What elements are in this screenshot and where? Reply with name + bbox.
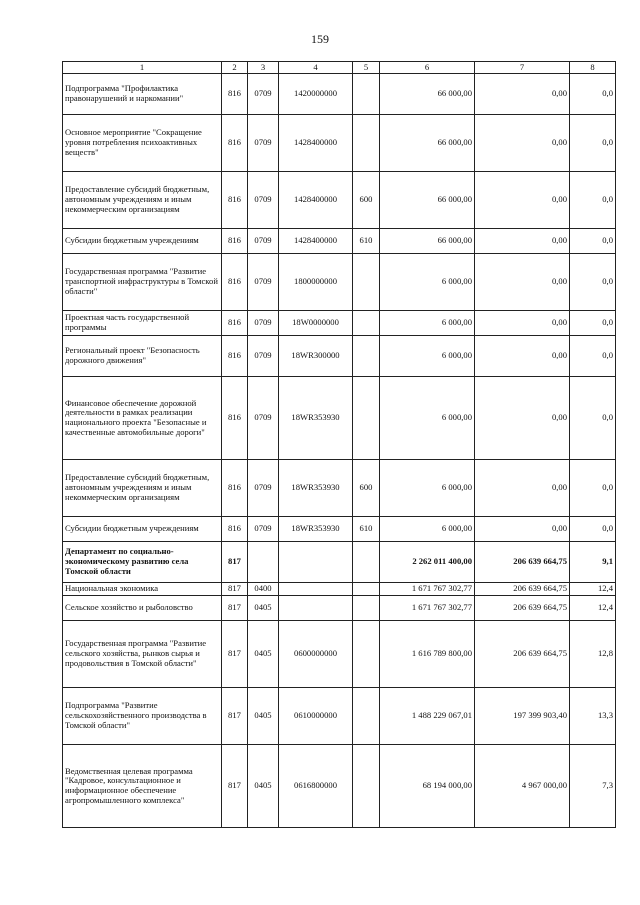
- planned-amount: 6 000,00: [380, 336, 475, 377]
- ministry-code: 817: [222, 745, 248, 828]
- table-row: [63, 517, 616, 542]
- row-name: Ведомственная целевая программа "Кадровое, консультационное и информационное обеспечение агропромышленного комплекса": [63, 745, 222, 828]
- target-article-code: [279, 596, 353, 621]
- table-row: [63, 745, 616, 828]
- execution-percent: 0,0: [570, 460, 616, 517]
- ministry-code: 816: [222, 254, 248, 311]
- execution-percent: 9,1: [570, 542, 616, 583]
- expense-type-code: [353, 688, 380, 745]
- expense-type-code: [353, 254, 380, 311]
- expense-type-code: [353, 621, 380, 688]
- expense-type-code: [353, 311, 380, 336]
- target-article-code: 18WR300000: [279, 336, 353, 377]
- row-name: Субсидии бюджетным учреждениям: [63, 517, 222, 542]
- section-code: 0709: [248, 74, 279, 115]
- budget-table: [62, 61, 616, 828]
- column-header: 8: [570, 62, 616, 74]
- column-header: 5: [353, 62, 380, 74]
- executed-amount: 0,00: [475, 517, 570, 542]
- table-row: [63, 254, 616, 311]
- row-name: Подпрограмма "Развитие сельскохозяйственного производства в Томской области": [63, 688, 222, 745]
- target-article-code: [279, 542, 353, 583]
- section-code: 0709: [248, 311, 279, 336]
- row-name: Предоставление субсидий бюджетным, автономным учреждениям и иным некоммерческим организациям: [63, 172, 222, 229]
- planned-amount: 2 262 011 400,00: [380, 542, 475, 583]
- expense-type-code: [353, 377, 380, 460]
- ministry-code: 816: [222, 229, 248, 254]
- execution-percent: 13,3: [570, 688, 616, 745]
- row-name: Национальная экономика: [63, 583, 222, 596]
- table-row: [63, 542, 616, 583]
- column-header: 6: [380, 62, 475, 74]
- column-header: 2: [222, 62, 248, 74]
- planned-amount: 6 000,00: [380, 377, 475, 460]
- table-row: [63, 621, 616, 688]
- table-row: [63, 688, 616, 745]
- table-row: [63, 74, 616, 115]
- ministry-code: 817: [222, 621, 248, 688]
- executed-amount: 206 639 664,75: [475, 583, 570, 596]
- executed-amount: 0,00: [475, 115, 570, 172]
- execution-percent: 0,0: [570, 311, 616, 336]
- table-row: [63, 115, 616, 172]
- ministry-code: 816: [222, 115, 248, 172]
- executed-amount: 197 399 903,40: [475, 688, 570, 745]
- planned-amount: 1 671 767 302,77: [380, 583, 475, 596]
- executed-amount: 0,00: [475, 229, 570, 254]
- table-row: [63, 596, 616, 621]
- planned-amount: 66 000,00: [380, 74, 475, 115]
- section-code: 0405: [248, 596, 279, 621]
- table-row: [63, 229, 616, 254]
- ministry-code: 817: [222, 688, 248, 745]
- execution-percent: 0,0: [570, 172, 616, 229]
- expense-type-code: [353, 74, 380, 115]
- target-article-code: 1420000000: [279, 74, 353, 115]
- target-article-code: 1428400000: [279, 115, 353, 172]
- ministry-code: 816: [222, 377, 248, 460]
- column-header: 1: [63, 62, 222, 74]
- planned-amount: 1 488 229 067,01: [380, 688, 475, 745]
- target-article-code: 0600000000: [279, 621, 353, 688]
- executed-amount: 0,00: [475, 311, 570, 336]
- target-article-code: 1800000000: [279, 254, 353, 311]
- section-code: 0709: [248, 115, 279, 172]
- row-name: Государственная программа "Развитие транспортной инфраструктуры в Томской области": [63, 254, 222, 311]
- executed-amount: 0,00: [475, 172, 570, 229]
- execution-percent: 0,0: [570, 74, 616, 115]
- executed-amount: 0,00: [475, 377, 570, 460]
- row-name: Подпрограмма "Профилактика правонарушений и наркомании": [63, 74, 222, 115]
- row-name: Департамент по социально-экономическому развитию села Томской области: [63, 542, 222, 583]
- table-row: [63, 583, 616, 596]
- section-code: 0709: [248, 254, 279, 311]
- expense-type-code: 610: [353, 517, 380, 542]
- table-row: [63, 172, 616, 229]
- planned-amount: 6 000,00: [380, 517, 475, 542]
- executed-amount: 0,00: [475, 74, 570, 115]
- column-header: 3: [248, 62, 279, 74]
- section-code: 0405: [248, 688, 279, 745]
- expense-type-code: [353, 542, 380, 583]
- execution-percent: 12,4: [570, 596, 616, 621]
- ministry-code: 816: [222, 74, 248, 115]
- expense-type-code: [353, 336, 380, 377]
- execution-percent: 0,0: [570, 377, 616, 460]
- row-name: Региональный проект "Безопасность дорожного движения": [63, 336, 222, 377]
- ministry-code: 816: [222, 460, 248, 517]
- table-row: [63, 460, 616, 517]
- section-code: 0709: [248, 460, 279, 517]
- column-header: 4: [279, 62, 353, 74]
- section-code: 0709: [248, 377, 279, 460]
- executed-amount: 206 639 664,75: [475, 621, 570, 688]
- planned-amount: 6 000,00: [380, 460, 475, 517]
- row-name: Проектная часть государственной программы: [63, 311, 222, 336]
- row-name: Основное мероприятие "Сокращение уровня потребления психоактивных веществ": [63, 115, 222, 172]
- expense-type-code: [353, 745, 380, 828]
- execution-percent: 0,0: [570, 115, 616, 172]
- section-code: 0709: [248, 336, 279, 377]
- ministry-code: 817: [222, 542, 248, 583]
- target-article-code: 18WR353930: [279, 377, 353, 460]
- target-article-code: 1428400000: [279, 172, 353, 229]
- ministry-code: 816: [222, 311, 248, 336]
- expense-type-code: 610: [353, 229, 380, 254]
- planned-amount: 66 000,00: [380, 115, 475, 172]
- planned-amount: 6 000,00: [380, 311, 475, 336]
- execution-percent: 12,8: [570, 621, 616, 688]
- execution-percent: 7,3: [570, 745, 616, 828]
- executed-amount: 206 639 664,75: [475, 596, 570, 621]
- row-name: Сельское хозяйство и рыболовство: [63, 596, 222, 621]
- section-code: 0709: [248, 172, 279, 229]
- ministry-code: 816: [222, 172, 248, 229]
- section-code: 0400: [248, 583, 279, 596]
- section-code: 0405: [248, 745, 279, 828]
- table-row: [63, 336, 616, 377]
- table-row: [63, 377, 616, 460]
- target-article-code: 0616800000: [279, 745, 353, 828]
- ministry-code: 817: [222, 596, 248, 621]
- column-header: 7: [475, 62, 570, 74]
- planned-amount: 66 000,00: [380, 172, 475, 229]
- section-code: 0709: [248, 517, 279, 542]
- section-code: 0405: [248, 621, 279, 688]
- execution-percent: 0,0: [570, 517, 616, 542]
- planned-amount: 6 000,00: [380, 254, 475, 311]
- target-article-code: 1428400000: [279, 229, 353, 254]
- target-article-code: 18WR353930: [279, 460, 353, 517]
- expense-type-code: [353, 583, 380, 596]
- planned-amount: 1 616 789 800,00: [380, 621, 475, 688]
- executed-amount: 4 967 000,00: [475, 745, 570, 828]
- executed-amount: 0,00: [475, 336, 570, 377]
- row-name: Субсидии бюджетным учреждениям: [63, 229, 222, 254]
- target-article-code: [279, 583, 353, 596]
- executed-amount: 0,00: [475, 254, 570, 311]
- target-article-code: 18WR353930: [279, 517, 353, 542]
- target-article-code: 18W0000000: [279, 311, 353, 336]
- planned-amount: 68 194 000,00: [380, 745, 475, 828]
- expense-type-code: [353, 115, 380, 172]
- row-name: Государственная программа "Развитие сельского хозяйства, рынков сырья и продовольствия в Томской области": [63, 621, 222, 688]
- planned-amount: 1 671 767 302,77: [380, 596, 475, 621]
- expense-type-code: [353, 596, 380, 621]
- ministry-code: 816: [222, 517, 248, 542]
- planned-amount: 66 000,00: [380, 229, 475, 254]
- header-row: [63, 62, 616, 74]
- table-row: [63, 311, 616, 336]
- row-name: Финансовое обеспечение дорожной деятельности в рамках реализации национального проекта "Безопасные и качественные автомобильные дороги": [63, 377, 222, 460]
- target-article-code: 0610000000: [279, 688, 353, 745]
- execution-percent: 12,4: [570, 583, 616, 596]
- section-code: [248, 542, 279, 583]
- page-number: 159: [311, 32, 329, 46]
- expense-type-code: 600: [353, 172, 380, 229]
- executed-amount: 0,00: [475, 460, 570, 517]
- execution-percent: 0,0: [570, 254, 616, 311]
- executed-amount: 206 639 664,75: [475, 542, 570, 583]
- ministry-code: 817: [222, 583, 248, 596]
- row-name: Предоставление субсидий бюджетным, автономным учреждениям и иным некоммерческим организациям: [63, 460, 222, 517]
- expense-type-code: 600: [353, 460, 380, 517]
- execution-percent: 0,0: [570, 336, 616, 377]
- section-code: 0709: [248, 229, 279, 254]
- ministry-code: 816: [222, 336, 248, 377]
- execution-percent: 0,0: [570, 229, 616, 254]
